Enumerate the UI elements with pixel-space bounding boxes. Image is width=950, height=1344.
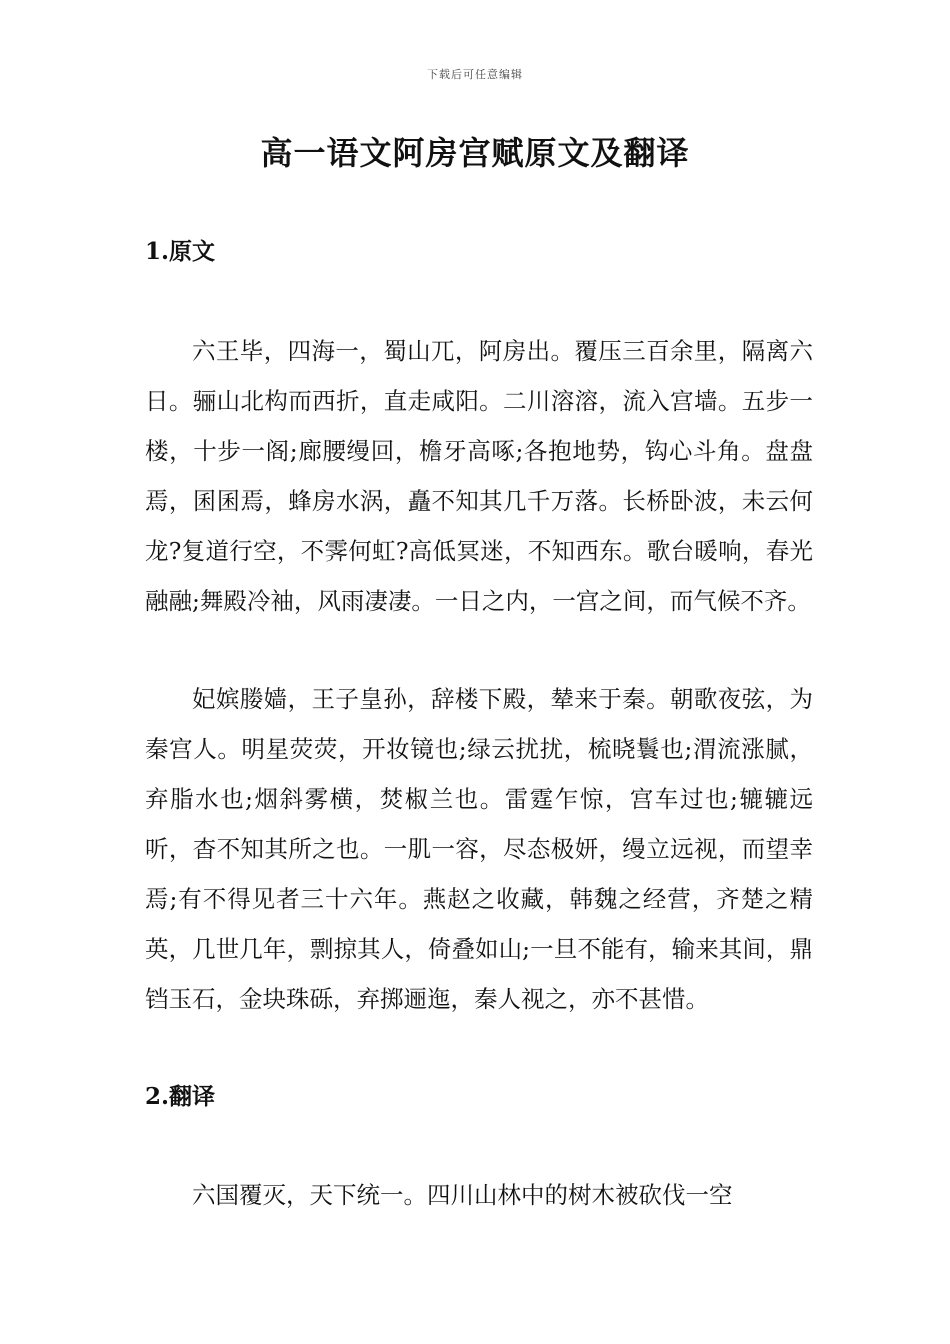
section-heading-translation: 2.翻译 [145, 1083, 216, 1110]
section-heading-original: 1.原文 [145, 238, 216, 265]
page-header-note: 下载后可任意编辑 [427, 68, 523, 81]
document-title: 高一语文阿房宫赋原文及翻译 [260, 134, 690, 172]
original-paragraph-2: 妃嫔媵嫱，王子皇孙，辞楼下殿，辇来于秦。朝歌夜弦，为秦宫人。明星荧荧，开妆镜也;绿云扰扰，梳晓鬟也;渭流涨腻，弃脂水也;烟斜雾横，焚椒兰也。雷霆乍惊，宫车过也;辘辘远听，杳不知其所之也。一肌一容，尽态极妍，缦立远视，而望幸焉;有不得见者三十六年。燕赵之收藏，韩魏之经营，齐楚之精英，几世几年，剽掠其人，倚叠如山;一旦不能有，输来其间，鼎铛玉石，金块珠砾，弃掷逦迤，秦人视之，亦不甚惜。 [145, 685, 813, 1013]
translation-paragraph-1: 六国覆灭，天下统一。四川山林中的树木被砍伐一空 [192, 1181, 733, 1209]
original-paragraph-1: 六王毕，四海一，蜀山兀，阿房出。覆压三百余里，隔离六日。骊山北构而西折，直走咸阳。二川溶溶，流入宫墙。五步一楼，十步一阁;廊腰缦回，檐牙高啄;各抱地势，钩心斗角。盘盘焉，囷囷焉，蜂房水涡，矗不知其几千万落。长桥卧波，未云何龙?复道行空，不霁何虹?高低冥迷，不知西东。歌台暖响，春光融融;舞殿冷袖，风雨凄凄。一日之内，一宫之间，而气候不齐。 [145, 337, 813, 615]
